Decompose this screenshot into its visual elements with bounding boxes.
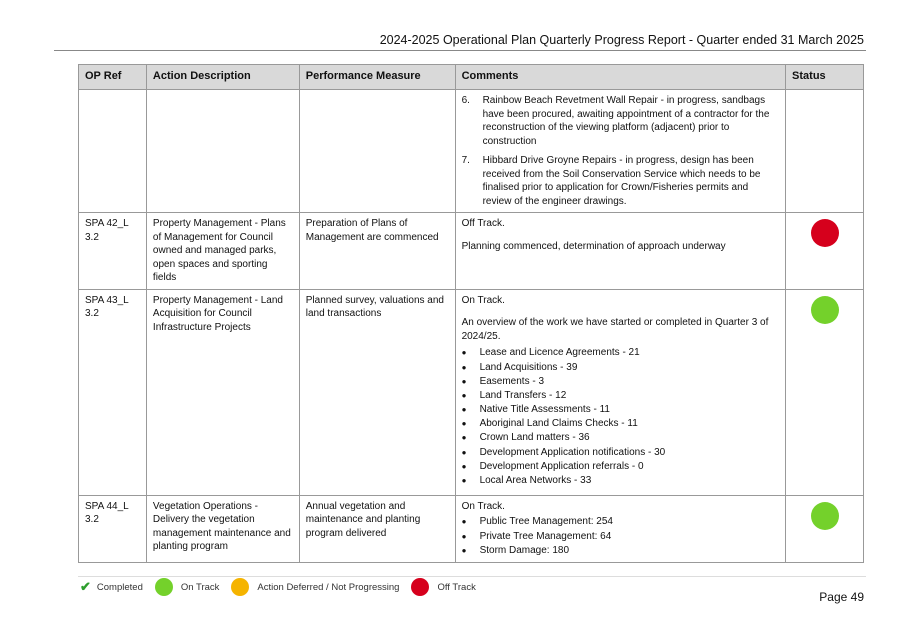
table-row <box>79 289 864 495</box>
bullet-item <box>462 515 779 529</box>
comments-cell <box>455 90 785 213</box>
measure-cell: Preparation of Plans of Management are commenced <box>299 213 455 290</box>
item-number: 6. <box>461 95 470 106</box>
off-track-circle-icon <box>411 578 429 596</box>
bullet-item <box>462 529 779 543</box>
op-ref-cell <box>79 90 147 213</box>
col-header-action: Action Description <box>146 65 299 90</box>
bullet-list <box>462 346 779 488</box>
bullet-icon: ● <box>461 362 467 372</box>
op-ref-cell: SPA 42_L 3.2 <box>79 213 147 290</box>
col-header-status: Status <box>786 65 864 90</box>
status-cell <box>786 90 864 213</box>
table-header-row <box>79 65 864 90</box>
deferred-circle-icon <box>231 578 249 596</box>
bullet-item <box>462 403 779 417</box>
bullet-icon: ● <box>461 419 467 429</box>
status-cell <box>786 495 864 562</box>
bullet-item <box>462 460 779 474</box>
status-legend <box>80 578 488 596</box>
action-cell: Property Management - Plans of Management for Council owned and managed parks, open spaces and sporting fields <box>146 213 299 290</box>
bullet-icon: ● <box>461 531 467 541</box>
bullet-icon: ● <box>461 447 467 457</box>
bullet-text: Development Application referrals - 0 <box>479 460 644 472</box>
numbered-item <box>462 94 779 148</box>
col-header-comments: Comments <box>455 65 785 90</box>
bullet-icon: ● <box>461 517 467 527</box>
op-ref-cell: SPA 44_L 3.2 <box>79 495 147 562</box>
legend-label: Off Track <box>437 581 476 593</box>
bullet-item <box>462 389 779 403</box>
status-text: Off Track. <box>461 218 505 229</box>
bullet-icon: ● <box>461 376 467 386</box>
bullet-text: Native Title Assessments - 11 <box>479 404 610 416</box>
status-cell <box>786 289 864 495</box>
table-row <box>79 495 864 562</box>
bullet-icon: ● <box>461 390 467 400</box>
comments-cell <box>455 289 785 495</box>
on-track-circle-icon <box>155 578 173 596</box>
bullet-item <box>462 543 779 557</box>
legend-rule <box>78 576 866 577</box>
check-icon: ✔ <box>80 579 91 594</box>
legend-completed <box>80 579 143 595</box>
bullet-text: Easements - 3 <box>479 375 545 387</box>
bullet-text: Lease and Licence Agreements - 21 <box>479 347 640 359</box>
progress-table <box>78 64 864 563</box>
bullet-text: Storm Damage: 180 <box>479 544 570 556</box>
bullet-text: Local Area Networks - 33 <box>479 475 592 487</box>
action-cell: Vegetation Operations - Delivery the vegetation management maintenance and planting program <box>146 495 299 562</box>
table-row <box>79 213 864 290</box>
legend-label: Action Deferred / Not Progressing <box>257 581 400 593</box>
comments-cell <box>455 213 785 290</box>
bullet-item <box>462 474 779 488</box>
measure-cell <box>299 90 455 213</box>
status-on-track-icon <box>811 502 839 530</box>
bullet-text: Development Application notifications - 30 <box>479 446 666 458</box>
legend-off-track <box>411 578 475 596</box>
bullet-text: Land Acquisitions - 39 <box>479 361 578 373</box>
bullet-icon: ● <box>461 348 467 358</box>
bullet-icon: ● <box>461 405 467 415</box>
measure-cell: Planned survey, valuations and land transactions <box>299 289 455 495</box>
col-header-measure: Performance Measure <box>299 65 455 90</box>
item-text: Rainbow Beach Revetment Wall Repair - in progress, sandbags have been procured, awaiting appointment of a contractor for the reconstruction of the viewing platform (adjacent) prior to construction <box>482 95 770 147</box>
legend-deferred <box>231 578 399 596</box>
bullet-icon: ● <box>461 433 467 443</box>
bullet-text: Private Tree Management: 64 <box>479 530 612 542</box>
page-number: Page 49 <box>819 590 864 604</box>
numbered-item <box>462 154 779 208</box>
status-off-track-icon <box>811 219 839 247</box>
col-header-op-ref: OP Ref <box>79 65 147 90</box>
bullet-item <box>462 417 779 431</box>
op-ref-cell: SPA 43_L 3.2 <box>79 289 147 495</box>
bullet-item <box>462 360 779 374</box>
bullet-item <box>462 431 779 445</box>
comment-note: Planning commenced, determination of approach underway <box>461 240 726 252</box>
bullet-list <box>462 515 779 558</box>
action-cell <box>146 90 299 213</box>
status-cell <box>786 213 864 290</box>
measure-cell: Annual vegetation and maintenance and planting program delivered <box>299 495 455 562</box>
bullet-text: Land Transfers - 12 <box>479 389 567 401</box>
status-text: On Track. <box>461 500 505 512</box>
comments-cell <box>455 495 785 562</box>
legend-label: On Track <box>180 581 220 593</box>
status-text: On Track. <box>461 294 505 306</box>
bullet-text: Crown Land matters - 36 <box>479 432 590 444</box>
bullet-icon: ● <box>461 476 467 486</box>
item-text: Hibbard Drive Groyne Repairs - in progress, design has been received from the Soil Conservation Service which needs to be finalised prior to application for Crown/Fisheries permits and review of the engineer drawings. <box>482 155 761 207</box>
legend-label: Completed <box>96 581 143 593</box>
comment-note: An overview of the work we have started or completed in Quarter 3 of 2024/25. <box>461 317 769 342</box>
bullet-item <box>462 445 779 459</box>
bullet-item <box>462 374 779 388</box>
bullet-item <box>462 346 779 360</box>
bullet-icon: ● <box>461 545 467 555</box>
bullet-text: Public Tree Management: 254 <box>479 516 613 528</box>
action-cell: Property Management - Land Acquisition for Council Infrastructure Projects <box>146 289 299 495</box>
item-number: 7. <box>461 155 470 166</box>
bullet-text: Aboriginal Land Claims Checks - 11 <box>479 418 638 430</box>
status-on-track-icon <box>811 296 839 324</box>
legend-on-track <box>155 578 220 596</box>
bullet-icon: ● <box>461 461 467 471</box>
table-row <box>79 90 864 213</box>
header-rule <box>54 50 866 51</box>
header-title: 2024-2025 Operational Plan Quarterly Progress Report - Quarter ended 31 March 2025 <box>379 33 864 47</box>
